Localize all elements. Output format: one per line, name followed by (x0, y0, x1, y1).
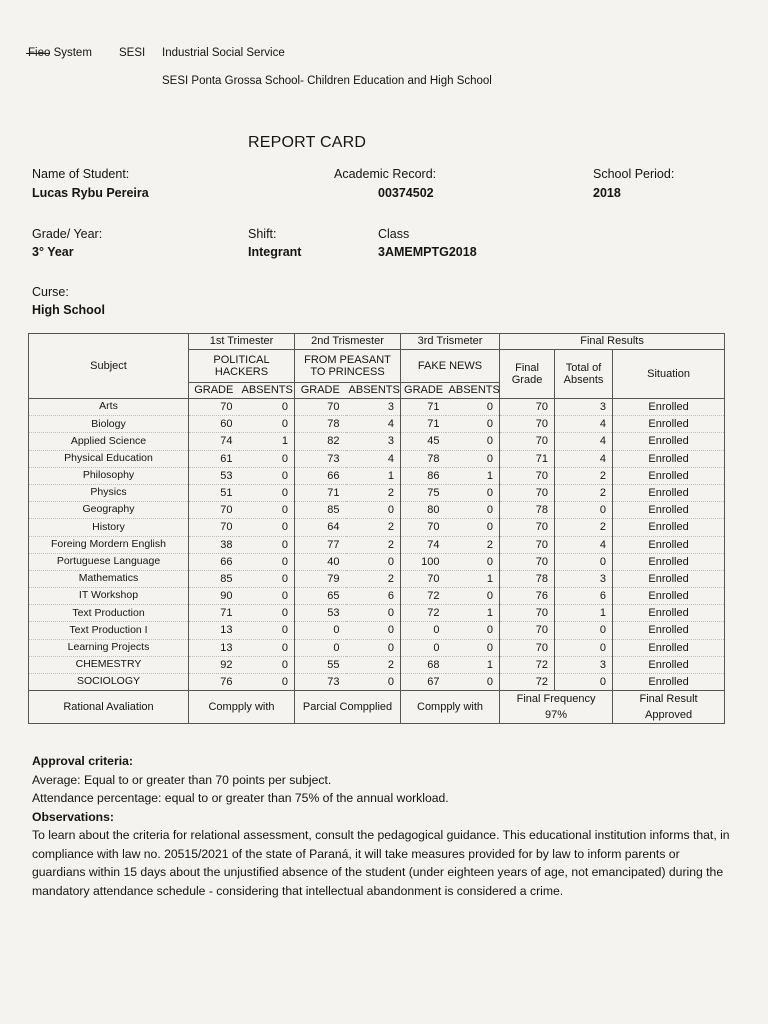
tri3-grade-cell: 100 (401, 553, 446, 570)
final-grade-cell: 72 (500, 656, 555, 673)
average-criterion: Average: Equal to or greater than 70 points per subject. (32, 772, 332, 787)
tri2-absents-cell: 4 (346, 416, 401, 433)
situation-cell: Enrolled (613, 536, 725, 553)
tri3-grade-cell: 71 (401, 416, 446, 433)
table-row (29, 588, 725, 605)
tri3-theme: FAKE NEWS (401, 350, 500, 383)
tri1-absents-cell: 0 (239, 502, 295, 519)
situation-cell: Enrolled (613, 570, 725, 587)
table-row (29, 416, 725, 433)
table-row (29, 674, 725, 691)
situation-cell: Enrolled (613, 639, 725, 656)
tri1-grade-cell: 70 (189, 399, 239, 416)
total-absents-cell: 3 (555, 399, 613, 416)
tri1-absents-cell: 0 (239, 639, 295, 656)
final-result (613, 691, 725, 724)
tri2-absents-cell: 3 (346, 433, 401, 450)
class-code: 3AMEMPTG2018 (378, 245, 477, 259)
tri1-grade-cell: 90 (189, 588, 239, 605)
shift-label: Shift: (248, 227, 277, 241)
final-frequency-label: Final Frequency (516, 693, 596, 706)
course-label: Curse: (32, 285, 69, 299)
final-grade-cell: 70 (500, 553, 555, 570)
subject-cell: Physical Education (29, 450, 189, 467)
observations-title: Observations: (32, 809, 114, 824)
grade-year-label: Grade/ Year: (32, 227, 103, 241)
situation-cell: Enrolled (613, 502, 725, 519)
table-row (29, 399, 725, 416)
table-row (29, 536, 725, 553)
tri3-grade-cell: 86 (401, 467, 446, 484)
tri3-grade-cell: 72 (401, 588, 446, 605)
tri1-grade-cell: 71 (189, 605, 239, 622)
tri2-grade-cell: 64 (295, 519, 346, 536)
tri3-absents-cell: 1 (446, 467, 500, 484)
tri1-absents-cell: 0 (239, 656, 295, 673)
tri2-grade-cell: 73 (295, 450, 346, 467)
tri3-rational: Compply with (401, 691, 500, 724)
tri2-absents-cell: 3 (346, 399, 401, 416)
tri3-absents-cell: 0 (446, 433, 500, 450)
tri3-grade-cell: 70 (401, 570, 446, 587)
table-row (29, 622, 725, 639)
tri1-absents-cell: 0 (239, 622, 295, 639)
situation-cell: Enrolled (613, 605, 725, 622)
tri3-grade-cell: 72 (401, 605, 446, 622)
subject-cell: Portuguese Language (29, 553, 189, 570)
situation-cell: Enrolled (613, 433, 725, 450)
final-grade-cell: 78 (500, 570, 555, 587)
tri3-grade-cell: 68 (401, 656, 446, 673)
subject-cell: Biology (29, 416, 189, 433)
tri2-absents-cell: 2 (346, 519, 401, 536)
situation-cell: Enrolled (613, 399, 725, 416)
tri1-absents-cell: 1 (239, 433, 295, 450)
tri2-absents-cell: 0 (346, 502, 401, 519)
rational-avaliation-label: Rational Avaliation (29, 691, 189, 724)
table-row (29, 433, 725, 450)
final-grade-cell: 70 (500, 416, 555, 433)
total-absents-cell: 0 (555, 502, 613, 519)
tri3-absents-cell: 0 (446, 588, 500, 605)
student-name-label: Name of Student: (32, 167, 130, 181)
tri2-theme: FROM PEASANT TO PRINCESS (295, 350, 401, 383)
tri2-grade-cell: 53 (295, 605, 346, 622)
tri2-absents-cell: 0 (346, 639, 401, 656)
tri2-absents-header: ABSENTS (346, 383, 401, 399)
tri2-grade-cell: 65 (295, 588, 346, 605)
tri2-absents-cell: 0 (346, 553, 401, 570)
situation-cell: Enrolled (613, 622, 725, 639)
situation-cell: Enrolled (613, 588, 725, 605)
tri1-absents-cell: 0 (239, 467, 295, 484)
table-row (29, 519, 725, 536)
tri1-absents-cell: 0 (239, 450, 295, 467)
tri1-absents-cell: 0 (239, 399, 295, 416)
grade-year: 3° Year (32, 245, 74, 259)
system-name: Fieo System (28, 47, 92, 59)
tri2-grade-cell: 78 (295, 416, 346, 433)
tri1-grade-cell: 38 (189, 536, 239, 553)
tri2-grade-cell: 66 (295, 467, 346, 484)
tri3-absents-cell: 0 (446, 622, 500, 639)
final-grade-cell: 70 (500, 433, 555, 450)
tri1-grade-cell: 70 (189, 519, 239, 536)
table-row (29, 553, 725, 570)
subject-cell: Mathematics (29, 570, 189, 587)
situation-cell: Enrolled (613, 519, 725, 536)
tri1-grade-cell: 76 (189, 674, 239, 691)
tri3-grade-header: GRADE (401, 383, 446, 399)
tri2-absents-cell: 0 (346, 674, 401, 691)
attendance-criterion: Attendance percentage: equal to or greater than 75% of the annual workload. (32, 791, 449, 805)
tri1-grade-cell: 92 (189, 656, 239, 673)
observations-text: To learn about the criteria for relational assessment, consult the pedagogical guidance. This educational institution informs that, in compliance with law no. 20515/2021 of the state of Paraná, it will take measures provided for by law to inform parents or guardians within 15 days about the unjustified absence of the student (under eighteen years of age, not emancipated) during the mandatory attendance schedule - considering that intellectual abandonment is considered a crime. (32, 828, 730, 898)
situation-cell: Enrolled (613, 416, 725, 433)
tri1-absents-cell: 0 (239, 519, 295, 536)
tri1-absents-cell: 0 (239, 588, 295, 605)
tri3-absents-cell: 0 (446, 450, 500, 467)
total-absents-header: Total of Absents (555, 350, 613, 399)
total-absents-cell: 4 (555, 450, 613, 467)
total-absents-cell: 1 (555, 605, 613, 622)
final-result-label: Final Result (639, 693, 698, 706)
situation-cell: Enrolled (613, 674, 725, 691)
page-title: REPORT CARD (248, 134, 367, 151)
situation-cell: Enrolled (613, 450, 725, 467)
situation-header: Situation (613, 350, 725, 399)
tri1-absents-cell: 0 (239, 536, 295, 553)
tri3-absents-cell: 0 (446, 639, 500, 656)
tri3-grade-cell: 45 (401, 433, 446, 450)
tri2-absents-cell: 2 (346, 570, 401, 587)
tri2-grade-cell: 40 (295, 553, 346, 570)
total-absents-cell: 3 (555, 656, 613, 673)
situation-cell: Enrolled (613, 467, 725, 484)
total-absents-cell: 6 (555, 588, 613, 605)
subject-cell: Text Production (29, 605, 189, 622)
subject-cell: IT Workshop (29, 588, 189, 605)
school-period: 2018 (593, 186, 621, 200)
final-grade-cell: 71 (500, 450, 555, 467)
final-grade-cell: 70 (500, 399, 555, 416)
grades-table (28, 333, 725, 724)
table-row (29, 639, 725, 656)
final-grade-cell: 70 (500, 467, 555, 484)
tri3-grade-cell: 80 (401, 502, 446, 519)
final-grade-cell: 70 (500, 536, 555, 553)
tri1-rational: Compply with (189, 691, 295, 724)
student-name: Lucas Rybu Pereira (32, 186, 149, 200)
tri3-grade-cell: 71 (401, 399, 446, 416)
tri2-grade-cell: 0 (295, 639, 346, 656)
total-absents-cell: 2 (555, 484, 613, 501)
final-grade-cell: 70 (500, 605, 555, 622)
tri2-absents-cell: 2 (346, 656, 401, 673)
total-absents-cell: 2 (555, 519, 613, 536)
tri2-grade-cell: 82 (295, 433, 346, 450)
tri1-grade-cell: 85 (189, 570, 239, 587)
table-row (29, 656, 725, 673)
academic-record: 00374502 (378, 186, 434, 200)
final-grade-cell: 76 (500, 588, 555, 605)
org-short: SESI (119, 47, 146, 59)
tri2-grade-header: GRADE (295, 383, 346, 399)
tri3-absents-cell: 1 (446, 570, 500, 587)
school-period-label: School Period: (593, 167, 675, 181)
final-grade-cell: 70 (500, 519, 555, 536)
subject-cell: CHEMESTRY (29, 656, 189, 673)
subject-cell: Learning Projects (29, 639, 189, 656)
subject-cell: Arts (29, 399, 189, 416)
tri1-grade-cell: 53 (189, 467, 239, 484)
school-name: SESI Ponta Grossa School- Children Education and High School (162, 75, 492, 87)
total-absents-cell: 4 (555, 536, 613, 553)
tri2-grade-cell: 79 (295, 570, 346, 587)
tri1-absents-cell: 0 (239, 674, 295, 691)
tri3-absents-cell: 0 (446, 416, 500, 433)
total-absents-cell: 4 (555, 433, 613, 450)
subject-cell: Applied Science (29, 433, 189, 450)
tri1-grade-cell: 66 (189, 553, 239, 570)
tri3-grade-cell: 67 (401, 674, 446, 691)
situation-cell: Enrolled (613, 484, 725, 501)
situation-cell: Enrolled (613, 553, 725, 570)
tri3-absents-cell: 1 (446, 656, 500, 673)
tri3-absents-header: ABSENTS (446, 383, 500, 399)
class-label: Class (378, 227, 410, 241)
tri3-grade-cell: 70 (401, 519, 446, 536)
table-row (29, 467, 725, 484)
final-frequency-value: 97% (545, 709, 568, 722)
table-row (29, 570, 725, 587)
tri2-absents-cell: 1 (346, 467, 401, 484)
tri3-absents-cell: 0 (446, 399, 500, 416)
tri3-grade-cell: 0 (401, 622, 446, 639)
total-absents-cell: 3 (555, 570, 613, 587)
course: High School (32, 303, 105, 317)
subject-cell: Philosophy (29, 467, 189, 484)
table-row (29, 605, 725, 622)
final-result-value: Approved (645, 709, 693, 722)
final-frequency (500, 691, 613, 724)
tri2-grade-cell: 77 (295, 536, 346, 553)
criteria-section (32, 752, 732, 900)
tri2-absents-cell: 0 (346, 622, 401, 639)
tri2-grade-cell: 73 (295, 674, 346, 691)
table-row (29, 502, 725, 519)
tri1-theme: POLITICAL HACKERS (189, 350, 295, 383)
tri3-absents-cell: 0 (446, 484, 500, 501)
tri1-absents-cell: 0 (239, 553, 295, 570)
subject-cell: SOCIOLOGY (29, 674, 189, 691)
tri3-absents-cell: 2 (446, 536, 500, 553)
table-row (29, 484, 725, 501)
tri1-header: 1st Trimester (189, 334, 295, 350)
tri1-grade-cell: 51 (189, 484, 239, 501)
situation-cell: Enrolled (613, 656, 725, 673)
tri2-absents-cell: 2 (346, 536, 401, 553)
subject-cell: Text Production I (29, 622, 189, 639)
total-absents-cell: 0 (555, 639, 613, 656)
total-absents-cell: 0 (555, 622, 613, 639)
tri2-absents-cell: 2 (346, 484, 401, 501)
subject-header: Subject (29, 334, 189, 399)
academic-record-label: Academic Record: (334, 167, 437, 181)
tri3-absents-cell: 0 (446, 674, 500, 691)
tri3-grade-cell: 74 (401, 536, 446, 553)
total-absents-cell: 0 (555, 553, 613, 570)
org-full: Industrial Social Service (162, 47, 285, 59)
tri3-grade-cell: 0 (401, 639, 446, 656)
final-grade-cell: 70 (500, 639, 555, 656)
tri1-grade-cell: 74 (189, 433, 239, 450)
tri1-grade-cell: 60 (189, 416, 239, 433)
tri1-absents-header: ABSENTS (239, 383, 295, 399)
final-grade-cell: 70 (500, 622, 555, 639)
tri2-absents-cell: 0 (346, 605, 401, 622)
total-absents-cell: 0 (555, 674, 613, 691)
tri3-grade-cell: 75 (401, 484, 446, 501)
tri3-absents-cell: 0 (446, 553, 500, 570)
approval-criteria-title: Approval criteria: (32, 754, 133, 768)
tri1-grade-cell: 61 (189, 450, 239, 467)
tri1-grade-cell: 13 (189, 622, 239, 639)
tri1-grade-cell: 70 (189, 502, 239, 519)
tri2-absents-cell: 4 (346, 450, 401, 467)
tri2-grade-cell: 71 (295, 484, 346, 501)
total-absents-cell: 2 (555, 467, 613, 484)
tri2-grade-cell: 55 (295, 656, 346, 673)
table-row (29, 450, 725, 467)
tri2-grade-cell: 0 (295, 622, 346, 639)
final-grade-header: Final Grade (500, 350, 555, 399)
tri2-grade-cell: 70 (295, 399, 346, 416)
tri1-absents-cell: 0 (239, 416, 295, 433)
tri2-grade-cell: 85 (295, 502, 346, 519)
subject-cell: History (29, 519, 189, 536)
tri3-absents-cell: 0 (446, 502, 500, 519)
final-grade-cell: 72 (500, 674, 555, 691)
tri3-absents-cell: 0 (446, 519, 500, 536)
total-absents-cell: 4 (555, 416, 613, 433)
tri1-absents-cell: 0 (239, 484, 295, 501)
tri1-grade-header: GRADE (189, 383, 239, 399)
tri3-grade-cell: 78 (401, 450, 446, 467)
tri1-absents-cell: 0 (239, 570, 295, 587)
subject-cell: Geography (29, 502, 189, 519)
tri2-header: 2nd Trismester (295, 334, 401, 350)
tri3-header: 3rd Trismeter (401, 334, 500, 350)
tri2-rational: Parcial Compplied (295, 691, 401, 724)
final-grade-cell: 78 (500, 502, 555, 519)
tri3-absents-cell: 1 (446, 605, 500, 622)
subject-cell: Foreing Mordern English (29, 536, 189, 553)
final-results-header: Final Results (500, 334, 725, 350)
final-grade-cell: 70 (500, 484, 555, 501)
shift: Integrant (248, 245, 302, 259)
tri1-grade-cell: 13 (189, 639, 239, 656)
tri1-absents-cell: 0 (239, 605, 295, 622)
subject-cell: Physics (29, 484, 189, 501)
tri2-absents-cell: 6 (346, 588, 401, 605)
